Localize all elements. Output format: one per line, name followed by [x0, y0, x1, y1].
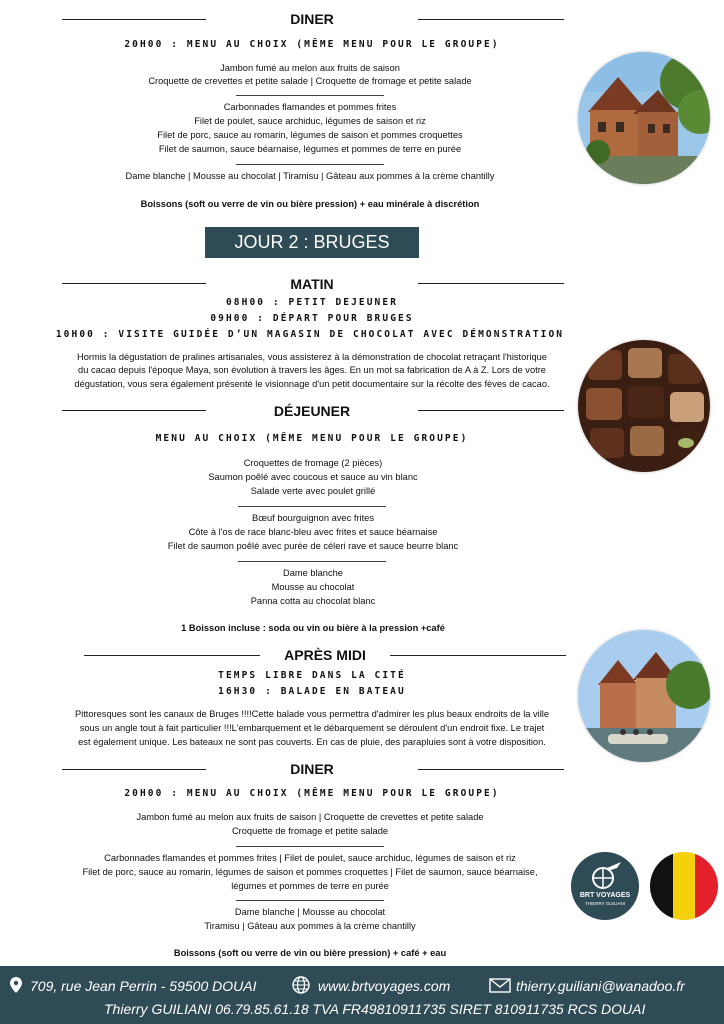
diner2-starter: Croquette de fromage et petite salade: [231, 826, 389, 836]
dejeuner-title: DÉJEUNER: [273, 403, 351, 419]
diner1-starter: Croquette de crevettes et petite salade | Croquette de fromage et petite salade: [148, 76, 472, 86]
menu-separator: [236, 900, 384, 901]
diner2-dessert: Tiramisu | Gâteau aux pommes à la crème chantilly: [204, 921, 416, 931]
diner2-main: Carbonnades flamandes et pommes frites | Filet de poulet, sauce archiduc, légumes de saison et riz: [104, 853, 516, 863]
airplane-globe-icon: [585, 860, 625, 890]
dejeuner-main: Côte à l'os de race blanc-bleu avec frites et sauce béarnaise: [188, 527, 438, 537]
logo-line1: BRT VOYAGES: [579, 892, 631, 899]
diner1-main: Filet de poulet, sauce archiduc, légumes de saison et riz: [194, 116, 426, 126]
matin-line: 09H00 : DÉPART POUR BRUGES: [210, 313, 414, 324]
dejeuner-starter: Saumon poêlé avec coucous et sauce au vin blanc: [208, 472, 418, 482]
matin-line: 08H00 : PETIT DEJEUNER: [225, 297, 399, 308]
diner2-title: DINER: [290, 761, 334, 777]
divider-right: [418, 769, 564, 770]
day2-banner: JOUR 2 : BRUGES: [205, 227, 419, 258]
diner1-main: Carbonnades flamandes et pommes frites: [223, 102, 397, 112]
dejeuner-subtitle: MENU AU CHOIX (MÊME MENU POUR LE GROUPE): [155, 433, 469, 444]
matin-paragraph: Hormis la dégustation de pralines artisanales, vous assisterez à la démonstration de chocolat retraçant l'historique: [77, 352, 547, 362]
dejeuner-main: Filet de saumon poêlé avec purée de céleri rave et sauce beurre blanc: [167, 541, 459, 551]
divider-right: [418, 410, 564, 411]
matin-title: MATIN: [290, 276, 334, 292]
divider-right: [418, 283, 564, 284]
apres-midi-line: 16H30 : BALADE EN BATEAU: [218, 686, 406, 697]
apres-midi-paragraph: Pittoresques sont les canaux de Bruges !!!!Cette balade vous permettra d'admirer les plus beaux endroits de la ville: [74, 709, 550, 719]
diner1-title: DINER: [290, 11, 334, 27]
diner2-subtitle: 20H00 : MENU AU CHOIX (MÊME MENU POUR LE GROUPE): [124, 788, 500, 799]
dejeuner-dessert: Dame blanche: [283, 568, 343, 578]
diner2-dessert: Dame blanche | Mousse au chocolat: [234, 907, 386, 917]
canal-boat-photo: [578, 630, 710, 762]
diner2-starter: Jambon fumé au melon aux fruits de saison | Croquette de crevettes et petite salade: [136, 812, 484, 822]
diner1-drinks: Boissons (soft ou verre de vin ou bière pression) + eau minérale à discrétion: [140, 199, 480, 209]
apres-midi-paragraph: sous un angle tout à fait particulier !!!L'embarquement et le débarquement se déroulent d'un endroit fixe. Le trajet: [79, 723, 545, 733]
footer-address: 709, rue Jean Perrin - 59500 DOUAI: [30, 978, 257, 994]
menu-separator: [236, 164, 384, 165]
menu-separator: [238, 561, 386, 562]
dejeuner-main: Bœuf bourguignon avec frites: [252, 513, 374, 523]
divider-left: [62, 410, 206, 411]
footer-website[interactable]: www.brtvoyages.com: [318, 978, 451, 994]
matin-paragraph: du cacao depuis l'époque Maya, son évolution à travers les âges. En un mot sa fabrication de A à Z. Lors de votre: [78, 365, 546, 375]
matin-line: 10H00 : VISITE GUIDÉE D’UN MAGASIN DE CHOCOLAT AVEC DÉMONSTRATION: [55, 329, 565, 340]
diner1-starter: Jambon fumé au melon aux fruits de saison: [220, 63, 400, 73]
apres-midi-title: APRÈS MIDI: [284, 647, 366, 663]
matin-paragraph: dégustation, vous sera également présenté le visionnage d'un petit documentaire sur la récolte des fèves de cacao.: [74, 379, 550, 389]
dejeuner-starter: Croquettes de fromage (2 pièces): [243, 458, 383, 468]
bruges-canal-photo: [578, 52, 710, 184]
diner2-main: Filet de porc, sauce au romarin, légumes de saison et pommes croquettes | Filet de saumon, sauce béarnaise,: [82, 867, 538, 877]
dejeuner-dessert: Panna cotta au chocolat blanc: [250, 596, 376, 606]
apres-midi-paragraph: est également unique. Les bateaux ne sont pas couverts. En cas de pluie, des parapluies sont à votre disposition.: [78, 737, 546, 747]
apres-midi-line: TEMPS LIBRE DANS LA CITÉ: [218, 670, 406, 681]
menu-separator: [238, 506, 386, 507]
globe-icon: [292, 976, 310, 994]
diner1-main: Filet de porc, sauce au romarin, légumes de saison et pommes croquettes: [157, 130, 463, 140]
diner2-drinks: Boissons (soft ou verre de vin ou bière pression) + café + eau: [173, 948, 447, 958]
menu-separator: [236, 95, 384, 96]
diner1-main: Filet de saumon, sauce béarnaise, légumes et pommes de terre en purée: [158, 144, 462, 154]
footer-legal: Thierry GUILIANI 06.79.85.61.18 TVA FR49810911735 SIRET 810911735 RCS DOUAI: [104, 1001, 646, 1017]
dejeuner-drinks: 1 Boisson incluse : soda ou vin ou bière à la pression +café: [181, 623, 445, 633]
divider-left: [62, 283, 206, 284]
dejeuner-dessert: Mousse au chocolat: [271, 582, 355, 592]
diner1-subtitle: 20H00 : MENU AU CHOIX (MÊME MENU POUR LE GROUPE): [124, 39, 500, 50]
dejeuner-starter: Salade verte avec poulet grillé: [250, 486, 376, 496]
chocolate-photo: [578, 340, 710, 472]
footer-email[interactable]: thierry.guiliani@wanadoo.fr: [516, 978, 685, 994]
menu-separator: [236, 846, 384, 847]
diner1-desserts: Dame blanche | Mousse au chocolat | Tiramisu | Gâteau aux pommes à la crème chantilly: [125, 171, 495, 181]
divider-right: [418, 19, 564, 20]
brt-voyages-logo: [571, 852, 639, 920]
divider-left: [62, 19, 206, 20]
diner2-main: légumes et pommes de terre en purée: [231, 881, 389, 891]
belgian-flag: [650, 852, 718, 920]
divider-left: [62, 769, 206, 770]
footer: [0, 966, 724, 1024]
map-pin-icon: [10, 977, 22, 993]
mail-icon: [489, 978, 511, 993]
logo-line2: THIERRY GUILIANI: [584, 901, 626, 906]
